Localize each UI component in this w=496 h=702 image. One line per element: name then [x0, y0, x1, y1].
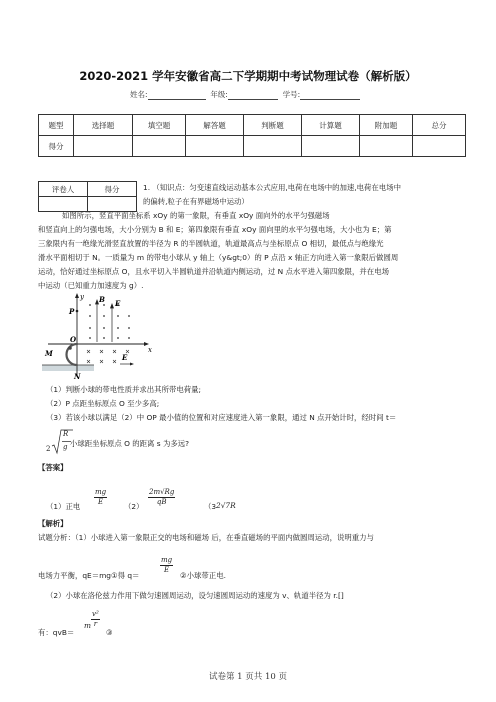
- score-cell[interactable]: [360, 136, 413, 157]
- analysis-line-1: 试题分析：（1）小球进入第一象限正交的电场和磁场 后，在垂直磁场的平面内做圆周运动，说明重力与: [38, 533, 374, 542]
- time-num: R: [63, 430, 69, 438]
- name-blank[interactable]: [148, 91, 206, 100]
- student-id-blank[interactable]: [300, 91, 360, 100]
- label-E-lower: E: [122, 353, 128, 362]
- analysis-v2r-den: r: [93, 620, 98, 628]
- score-header: 计算题: [302, 115, 360, 136]
- score-table: [38, 114, 466, 157]
- grade-label: 年级:: [210, 90, 228, 99]
- physics-figure: [38, 292, 163, 382]
- label-P: P: [69, 307, 75, 316]
- sub-question-3-tail: 小球距坐标原点 O 的距离 s 为多远?: [70, 439, 190, 448]
- answer-part1-prefix: （1）正电: [46, 502, 81, 511]
- score-header: 解答题: [186, 115, 244, 136]
- answer-part2-fraction: [148, 488, 175, 507]
- label-B: B: [99, 295, 105, 304]
- question-body-line: 和竖直向上的匀强电场，大小分别为 B 和 E；第四象限有垂直 xOy 面向里的水平匀强电场，大小也为 E；第: [38, 225, 392, 234]
- answer-part1-den: E: [98, 498, 104, 506]
- analysis-line-2a: 电场力平衡，qE＝mg①得 q＝: [38, 571, 140, 580]
- grader-score-header: 得分: [88, 182, 137, 197]
- grader-header: 评卷人: [39, 182, 88, 197]
- score-cell[interactable]: [302, 136, 360, 157]
- time-coef: 2: [46, 445, 51, 453]
- score-header: 总分: [413, 115, 466, 136]
- analysis-line-4b: ③: [106, 628, 113, 637]
- document-title: 2020-2021 学年安徽省高二下学期期中考试物理试卷（解析版）: [79, 69, 417, 83]
- label-N: N: [74, 372, 81, 381]
- ground-surface: [42, 365, 94, 371]
- score-header: 填空题: [133, 115, 186, 136]
- analysis-q-den: E: [164, 566, 170, 574]
- student-info-line: [130, 89, 360, 100]
- label-y: y: [80, 293, 84, 301]
- label-M: M: [45, 349, 53, 358]
- answer-part1-fraction: [94, 488, 107, 507]
- score-header: 题型: [39, 115, 74, 136]
- question-body-line: 如图所示，竖直平面坐标系 xOy 的第一象限，有垂直 xOy 面向外的水平匀强磁场: [62, 211, 330, 220]
- question-body-line: 滑水平面相切于 N。一质量为 m 的带电小球从 y 轴上（y&gt;0）的 P 点沿 x 轴正方向进入第一象限后做圆周: [38, 253, 399, 262]
- score-cell[interactable]: [74, 136, 133, 157]
- analysis-q-num: mg: [161, 556, 173, 564]
- score-cell[interactable]: [413, 136, 466, 157]
- answer-part3-expr: 2√7R: [216, 501, 236, 510]
- score-header: 选择题: [74, 115, 133, 136]
- field-out-dots: [89, 304, 130, 339]
- score-table-score-row: [39, 136, 466, 157]
- student-id-label: 学号:: [282, 90, 301, 99]
- answer-part1-num: mg: [95, 488, 107, 496]
- grade-blank[interactable]: [228, 91, 278, 100]
- sub-question-2: （2）P 点距坐标原点 O 至少多高;: [46, 399, 160, 408]
- question-heading-line2: 的偏转,粒子在有界磁场中运动）: [143, 197, 249, 206]
- field-arrows: [96, 300, 114, 342]
- answer-part2-num: 2m√Rg: [149, 488, 175, 496]
- name-label: 姓名:: [130, 90, 148, 99]
- question-heading-line1: 1. （知识点：匀变速直线运动基本公式应用,电荷在电场中的加速,电荷在电场中: [143, 183, 401, 192]
- score-table-header-row: [39, 115, 466, 136]
- question-body-line: 运动，恰好通过坐标原点 O，且水平切入半圆轨道并沿轨道内侧运动，过 N 点水平进入第四象限，并在电场: [38, 267, 389, 276]
- score-cell[interactable]: [133, 136, 186, 157]
- answer-part2-prefix: （2）: [124, 502, 144, 511]
- ball: [68, 346, 72, 350]
- score-header: 判断题: [244, 115, 302, 136]
- label-E-upper: E: [115, 299, 121, 308]
- analysis-m: m: [84, 621, 92, 630]
- time-den: g: [63, 443, 68, 451]
- answer-part2-den: qB: [156, 498, 167, 506]
- question-body-line: 中运动（已知重力加速度为 g）.: [38, 281, 144, 290]
- score-header: 附加题: [360, 115, 413, 136]
- label-O: O: [70, 335, 77, 344]
- analysis-line-3: （2）小球在洛伦兹力作用下做匀速圆周运动，设匀速圆周运动的速度为 v、轨道半径为 r.[]: [46, 591, 344, 600]
- page-footer: 试卷第 1 页共 10 页: [208, 672, 288, 682]
- analysis-q-fraction: [160, 556, 173, 575]
- answer-part3-prefix: （3: [204, 502, 217, 511]
- grader-table: [38, 181, 137, 212]
- score-cell[interactable]: [244, 136, 302, 157]
- score-cell[interactable]: [186, 136, 244, 157]
- answer-heading: 【答案】: [38, 463, 68, 472]
- analysis-heading: 【解析】: [38, 519, 68, 528]
- analysis-line-4a: 有：qvB＝: [38, 628, 75, 637]
- semicircle-track: [67, 344, 78, 365]
- analysis-v2r-num: v²: [92, 610, 99, 618]
- analysis-v2r-fraction: [91, 610, 100, 629]
- sub-question-1: （1）判断小球的带电性质并求出其所带电荷量;: [46, 385, 202, 394]
- question-body-line: 三象限内有一绝缘光滑竖直放置的半径为 R 的半圆轨道，轨道最高点与坐标原点 O 相切，最低点与绝缘光: [38, 239, 384, 248]
- point-P: [76, 310, 79, 313]
- analysis-line-2b: ②小球带正电.: [180, 571, 226, 580]
- label-x: x: [148, 346, 152, 354]
- score-row-label: 得分: [39, 136, 74, 157]
- sub-question-3: （3）若该小球以满足（2）中 OP 最小值的位置和对应速度进入第一象限，通过 N 点开始计时，经时间 t＝: [46, 413, 397, 422]
